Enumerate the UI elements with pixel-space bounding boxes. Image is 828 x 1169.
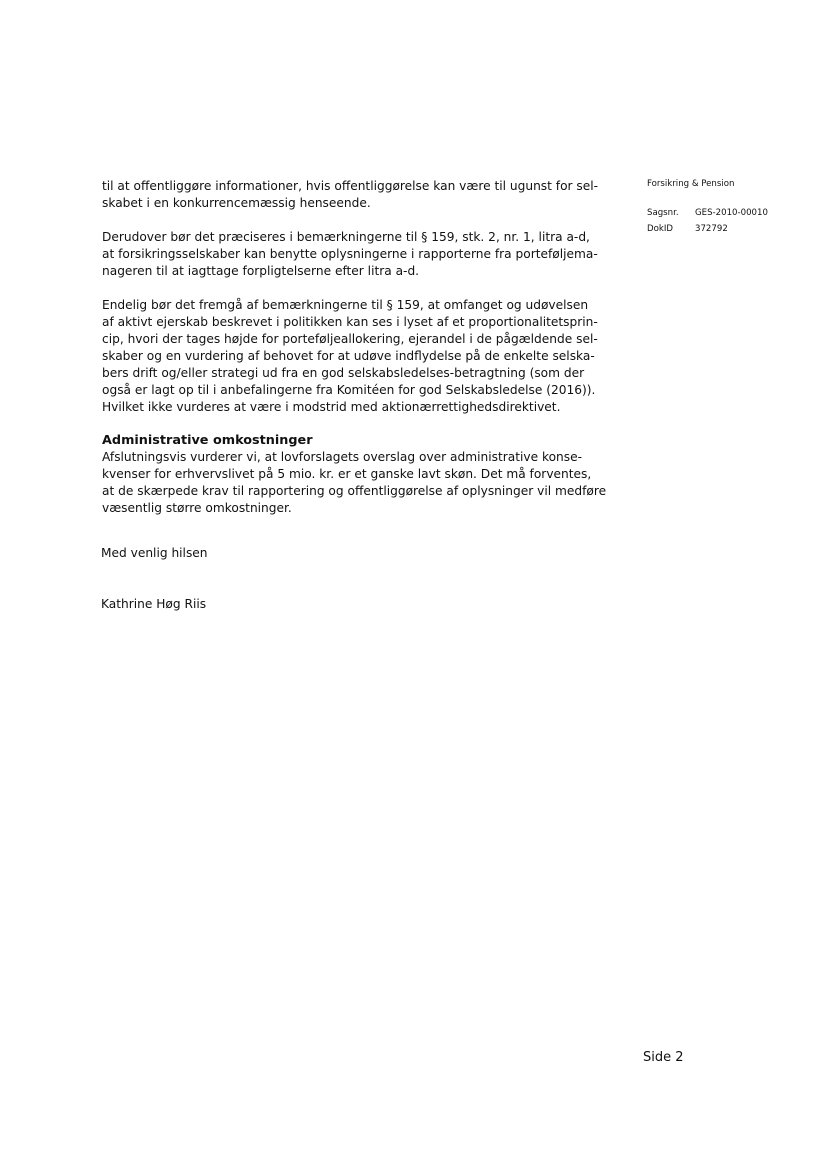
text-line: Hvilket ikke vurderes at være i modstrid med aktionærrettighedsdirektivet.	[102, 400, 561, 414]
text-line: bers drift og/eller strategi ud fra en god selskabsledelses-betragtning (som der	[102, 366, 585, 380]
text-line: at forsikringsselskaber kan benytte oplysningerne i rapporterne fra porteføljema-	[102, 247, 598, 261]
section-heading: Administrative omkostninger	[102, 433, 313, 448]
closing-greeting: Med venlig hilsen	[101, 546, 208, 560]
text-line: væsentlig større omkostninger.	[102, 501, 292, 515]
text-line: Afslutningsvis vurderer vi, at lovforslagets overslag over administrative konse-	[102, 450, 583, 464]
text-line: til at offentliggøre informationer, hvis offentliggørelse kan være til ugunst for sel-	[102, 179, 599, 193]
letter-body	[102, 178, 607, 534]
case-number-label: Sagsnr.	[647, 208, 679, 218]
page-number: Side 2	[643, 1050, 684, 1065]
text-line: Derudover bør det præciseres i bemærkningerne til § 159, stk. 2, nr. 1, litra a-d,	[102, 230, 590, 244]
case-number-value: GES-2010-00010	[695, 208, 768, 218]
case-number-row	[647, 207, 768, 219]
paragraph-clarification	[102, 229, 598, 280]
text-line: også er lagt op til i anbefalingerne fra Komitéen for god Selskabsledelse (2016)).	[102, 383, 596, 397]
paragraph-confidentiality	[102, 178, 599, 212]
text-line: at de skærpede krav til rapportering og offentliggørelse af oplysninger vil medføre	[102, 484, 607, 498]
text-line: skabet i en konkurrencemæssig henseende.	[102, 196, 371, 210]
organization-name: Forsikring & Pension	[647, 179, 735, 189]
document-id-row	[647, 223, 768, 235]
text-line: Endelig bør det fremgå af bemærkningerne til § 159, at omfanget og udøvelsen	[102, 298, 589, 312]
document-id-value: 372792	[695, 224, 728, 234]
text-line: nageren til at iagttage forpligtelserne efter litra a-d.	[102, 264, 420, 278]
section-administrative-costs	[102, 433, 607, 517]
text-line: skaber og en vurdering af behovet for at udøve indflydelse på de enkelte selska-	[102, 349, 595, 363]
document-id-label: DokID	[647, 224, 674, 234]
text-line: af aktivt ejerskab beskrevet i politikken kan ses i lyset af et proportionalitetsprin-	[102, 315, 598, 329]
text-line: kvenser for erhvervslivet på 5 mio. kr. er et ganske lavt skøn. Det må forventes,	[102, 467, 592, 481]
document-metadata	[647, 178, 768, 239]
paragraph-proportionality	[102, 297, 598, 416]
signer-name: Kathrine Høg Riis	[101, 597, 207, 611]
text-line: cip, hvori der tages højde for porteføljeallokering, ejerandel i de pågældende sel-	[102, 332, 598, 346]
paragraph-costs	[102, 449, 607, 517]
